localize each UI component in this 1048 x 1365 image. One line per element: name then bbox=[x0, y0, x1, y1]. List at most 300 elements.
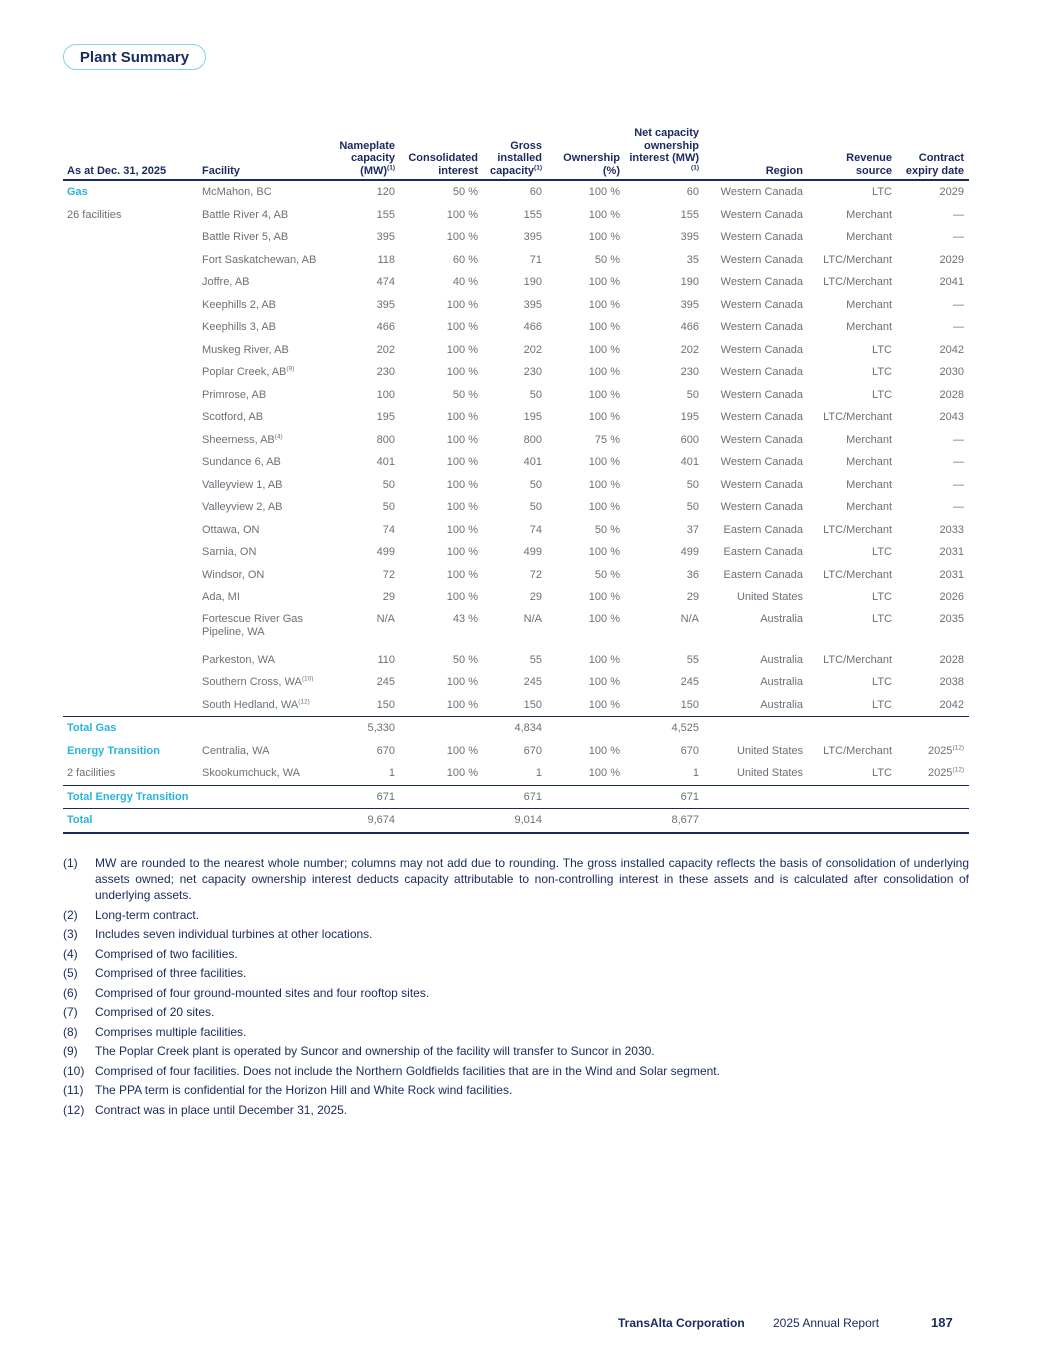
gross-installed-capacity: 60 bbox=[529, 186, 542, 199]
consolidated-interest: 43 % bbox=[452, 612, 478, 625]
empty-cell bbox=[704, 785, 808, 809]
consolidated-interest: 100 % bbox=[446, 321, 478, 334]
empty-cell bbox=[198, 785, 335, 809]
revenue-source: LTC bbox=[872, 366, 892, 379]
header-net: Net capacity ownership interest (MW)$^{(1)}$ bbox=[625, 127, 704, 180]
contract-expiry: — bbox=[953, 208, 964, 221]
footnote-number: (9) bbox=[63, 1044, 78, 1058]
ownership-percent: 100 % bbox=[588, 388, 620, 401]
contract-expiry: 2025$^{(12)}$ bbox=[927, 744, 964, 757]
revenue-source: LTC/Merchant bbox=[823, 253, 892, 266]
consolidated-interest: 100 % bbox=[446, 231, 478, 244]
contract-expiry: — bbox=[953, 456, 964, 469]
table-row bbox=[63, 649, 969, 672]
ownership-percent: 100 % bbox=[588, 744, 620, 757]
ownership-percent: 100 % bbox=[588, 478, 620, 491]
revenue-source: Merchant bbox=[846, 456, 892, 469]
footer-company: TransAlta Corporation bbox=[618, 1316, 745, 1330]
facility-name: Southern Cross, WA$^{(10)}$ bbox=[202, 675, 314, 689]
ownership-percent: 100 % bbox=[588, 546, 620, 559]
footnote-number: (2) bbox=[63, 907, 78, 922]
region: Western Canada bbox=[720, 186, 803, 199]
facility-count: 26 facilities bbox=[67, 208, 122, 221]
region: Australia bbox=[760, 653, 803, 666]
net-capacity: 195 bbox=[680, 411, 699, 424]
table-row bbox=[63, 180, 969, 204]
empty-cell bbox=[63, 271, 198, 294]
nameplate-capacity: 202 bbox=[376, 343, 395, 356]
nameplate-capacity: 50 bbox=[382, 478, 395, 491]
nameplate-capacity: 150 bbox=[376, 698, 395, 711]
empty-cell bbox=[63, 226, 198, 249]
footnote-text: Contract was in place until December 31, 2025. bbox=[95, 1102, 348, 1117]
net-capacity: 29 bbox=[686, 591, 699, 604]
total-gross: 4,834 bbox=[483, 717, 547, 740]
table-body bbox=[63, 180, 969, 833]
table-row bbox=[63, 204, 969, 227]
header-gross: Gross installed capacity$^{(1)}$ bbox=[483, 127, 547, 180]
contract-expiry: 2033 bbox=[939, 523, 964, 536]
empty-cell bbox=[63, 609, 198, 649]
consolidated-interest: 50 % bbox=[452, 388, 478, 401]
footnote-text: Comprised of three facilities. bbox=[95, 966, 247, 980]
ownership-percent: 100 % bbox=[588, 767, 620, 780]
revenue-source: LTC bbox=[872, 612, 892, 625]
table-row bbox=[63, 249, 969, 272]
plant-summary-table bbox=[63, 127, 969, 834]
table-row bbox=[63, 586, 969, 609]
footnote bbox=[63, 1024, 969, 1040]
facility-name: Keephills 3, AB bbox=[202, 321, 276, 334]
nameplate-capacity: 155 bbox=[376, 208, 395, 221]
region: Western Canada bbox=[720, 208, 803, 221]
contract-expiry: 2041 bbox=[939, 276, 964, 289]
contract-expiry: — bbox=[953, 478, 964, 491]
ownership-percent: 100 % bbox=[588, 276, 620, 289]
contract-expiry: 2028 bbox=[939, 388, 964, 401]
region: Australia bbox=[760, 612, 803, 625]
contract-expiry: 2038 bbox=[939, 676, 964, 689]
revenue-source: Merchant bbox=[846, 433, 892, 446]
revenue-source: LTC bbox=[872, 767, 892, 780]
facility-name: Primrose, AB bbox=[202, 388, 267, 401]
revenue-source: LTC bbox=[872, 343, 892, 356]
plant-summary-table-container bbox=[63, 127, 969, 834]
empty-cell bbox=[808, 785, 897, 809]
consolidated-interest: 50 % bbox=[452, 186, 478, 199]
region: Eastern Canada bbox=[723, 546, 803, 559]
empty-cell bbox=[63, 586, 198, 609]
net-capacity: 499 bbox=[680, 546, 699, 559]
empty-cell bbox=[63, 361, 198, 384]
region: Western Canada bbox=[720, 366, 803, 379]
gross-installed-capacity: 499 bbox=[523, 546, 542, 559]
footnote-number: (10) bbox=[63, 1063, 85, 1078]
gross-installed-capacity: 670 bbox=[523, 744, 542, 757]
nameplate-capacity: 395 bbox=[376, 231, 395, 244]
total-nameplate: 5,330 bbox=[335, 717, 400, 740]
empty-cell bbox=[63, 384, 198, 407]
footnote-text: MW are rounded to the nearest whole number; columns may not add due to rounding. The gross installed capacity reflects the basis of consolidation of underlying assets owned; net capacity ownership interest deducts capacity attributable to non-controlling interest in these assets and is calculated after consolidation of underlying assets. bbox=[95, 856, 969, 902]
empty-cell bbox=[198, 717, 335, 740]
facility-name: Keephills 2, AB bbox=[202, 298, 276, 311]
net-capacity: 202 bbox=[680, 343, 699, 356]
nameplate-capacity: 118 bbox=[377, 253, 395, 266]
empty-cell bbox=[198, 809, 335, 833]
table-row bbox=[63, 406, 969, 429]
region: Western Canada bbox=[720, 298, 803, 311]
gross-installed-capacity: 50 bbox=[529, 501, 542, 514]
empty-cell bbox=[400, 717, 483, 740]
facility-name: Valleyview 2, AB bbox=[202, 501, 283, 514]
footnote bbox=[63, 1102, 969, 1118]
contract-expiry: 2028 bbox=[939, 653, 964, 666]
facility-name: Fortescue River Gas Pipeline, WA bbox=[202, 612, 303, 638]
gross-installed-capacity: 395 bbox=[523, 298, 542, 311]
ownership-percent: 100 % bbox=[588, 343, 620, 356]
contract-expiry: 2025$^{(12)}$ bbox=[927, 766, 964, 780]
empty-cell bbox=[897, 785, 969, 809]
total-net: 4,525 bbox=[625, 717, 704, 740]
revenue-source: LTC/Merchant bbox=[823, 653, 892, 666]
footer-report: 2025 Annual Report bbox=[773, 1316, 880, 1330]
empty-cell bbox=[63, 541, 198, 564]
consolidated-interest: 100 % bbox=[446, 501, 478, 514]
nameplate-capacity: 29 bbox=[382, 591, 395, 604]
contract-expiry: — bbox=[953, 433, 964, 446]
empty-cell bbox=[63, 429, 198, 452]
consolidated-interest: 60 % bbox=[452, 253, 478, 266]
empty-cell bbox=[400, 785, 483, 809]
footnote bbox=[63, 1043, 969, 1059]
gross-installed-capacity: 245 bbox=[523, 676, 542, 689]
empty-cell bbox=[63, 316, 198, 339]
empty-cell bbox=[547, 717, 625, 740]
consolidated-interest: 100 % bbox=[446, 744, 478, 757]
empty-cell bbox=[63, 671, 198, 694]
revenue-source: Merchant bbox=[846, 208, 892, 221]
empty-cell bbox=[63, 249, 198, 272]
net-capacity: 190 bbox=[680, 276, 699, 289]
table-row bbox=[63, 339, 969, 362]
revenue-source: LTC bbox=[872, 591, 892, 604]
footnote bbox=[63, 1082, 969, 1098]
gross-installed-capacity: 50 bbox=[529, 478, 542, 491]
total-label: Total bbox=[63, 809, 198, 833]
net-capacity: 36 bbox=[686, 568, 699, 581]
header-revenue: Revenue source bbox=[808, 127, 897, 180]
revenue-source: Merchant bbox=[846, 478, 892, 491]
region: Eastern Canada bbox=[723, 523, 803, 536]
contract-expiry: 2029 bbox=[939, 253, 964, 266]
region: United States bbox=[736, 767, 803, 780]
facility-name: Valleyview 1, AB bbox=[202, 478, 283, 491]
footnote-text: Comprised of four ground-mounted sites and four rooftop sites. bbox=[95, 985, 430, 1000]
footnote bbox=[63, 965, 969, 981]
empty-cell bbox=[547, 785, 625, 809]
consolidated-interest: 100 % bbox=[446, 568, 478, 581]
segment-total-row bbox=[63, 717, 969, 740]
contract-expiry: — bbox=[953, 231, 964, 244]
table-row bbox=[63, 226, 969, 249]
facility-name: Ada, MI bbox=[202, 591, 240, 604]
footnote-number: (3) bbox=[63, 927, 78, 941]
gross-installed-capacity: 74 bbox=[529, 523, 542, 536]
gross-installed-capacity: 72 bbox=[529, 568, 542, 581]
net-capacity: N/A bbox=[680, 612, 699, 625]
region: Western Canada bbox=[720, 433, 803, 446]
table-row bbox=[63, 496, 969, 519]
ownership-percent: 100 % bbox=[588, 612, 620, 625]
facility-name: Sheerness, AB$^{(4)}$ bbox=[202, 433, 283, 446]
region: Western Canada bbox=[720, 388, 803, 401]
footnote bbox=[63, 1004, 969, 1020]
nameplate-capacity: 474 bbox=[376, 276, 395, 289]
footnote-text: Comprised of two facilities. bbox=[95, 946, 238, 961]
consolidated-interest: 100 % bbox=[446, 676, 478, 689]
gross-installed-capacity: 202 bbox=[523, 343, 542, 356]
table-row bbox=[63, 429, 969, 452]
facility-name: Parkeston, WA bbox=[202, 653, 275, 666]
total-gross: 9,014 bbox=[483, 809, 547, 833]
nameplate-capacity: 401 bbox=[376, 456, 395, 469]
consolidated-interest: 100 % bbox=[446, 546, 478, 559]
empty-cell bbox=[63, 519, 198, 542]
facility-name: Scotford, AB bbox=[202, 411, 264, 424]
ownership-percent: 100 % bbox=[588, 411, 620, 424]
net-capacity: 395 bbox=[680, 298, 699, 311]
nameplate-capacity: N/A bbox=[376, 612, 395, 625]
gross-installed-capacity: 55 bbox=[529, 653, 542, 666]
nameplate-capacity: 230 bbox=[376, 366, 395, 379]
contract-expiry: 2031 bbox=[939, 568, 964, 581]
ownership-percent: 50 % bbox=[594, 568, 620, 581]
net-capacity: 1 bbox=[692, 767, 699, 780]
empty-cell bbox=[704, 809, 808, 833]
total-net: 8,677 bbox=[625, 809, 704, 833]
table-header bbox=[63, 127, 969, 180]
ownership-percent: 100 % bbox=[588, 501, 620, 514]
region: Australia bbox=[760, 698, 803, 711]
revenue-source: LTC bbox=[872, 186, 892, 199]
net-capacity: 401 bbox=[680, 456, 699, 469]
table-row bbox=[63, 384, 969, 407]
ownership-percent: 100 % bbox=[588, 366, 620, 379]
table-row bbox=[63, 271, 969, 294]
footnote-number: (12) bbox=[63, 1102, 85, 1117]
consolidated-interest: 100 % bbox=[446, 767, 478, 780]
empty-cell bbox=[808, 809, 897, 833]
nameplate-capacity: 100 bbox=[376, 388, 395, 401]
header-region: Region bbox=[704, 127, 808, 180]
facility-name: McMahon, BC bbox=[202, 186, 272, 199]
net-capacity: 230 bbox=[680, 366, 699, 379]
gross-installed-capacity: 395 bbox=[523, 231, 542, 244]
facility-name: Windsor, ON bbox=[202, 568, 265, 581]
table-row bbox=[63, 361, 969, 384]
gross-installed-capacity: 1 bbox=[535, 767, 542, 780]
region: Western Canada bbox=[720, 276, 803, 289]
empty-cell bbox=[63, 474, 198, 497]
header-ownership: Ownership (%) bbox=[547, 127, 625, 180]
footnote-number: (11) bbox=[63, 1083, 84, 1097]
facility-name: South Hedland, WA$^{(12)}$ bbox=[202, 698, 310, 711]
empty-cell bbox=[897, 717, 969, 740]
empty-cell bbox=[63, 294, 198, 317]
revenue-source: LTC bbox=[872, 698, 892, 711]
empty-cell bbox=[63, 564, 198, 587]
gross-installed-capacity: 401 bbox=[523, 456, 542, 469]
ownership-percent: 100 % bbox=[588, 676, 620, 689]
consolidated-interest: 40 % bbox=[452, 276, 478, 289]
nameplate-capacity: 50 bbox=[382, 501, 395, 514]
footnote bbox=[63, 985, 969, 1001]
table-row bbox=[63, 294, 969, 317]
facility-name: Battle River 5, AB bbox=[202, 231, 289, 244]
consolidated-interest: 100 % bbox=[446, 433, 478, 446]
segment-name: Energy Transition bbox=[67, 744, 160, 757]
footnote bbox=[63, 855, 969, 903]
region: United States bbox=[736, 591, 803, 604]
empty-cell bbox=[400, 809, 483, 833]
footnote-number: (6) bbox=[63, 985, 78, 1000]
net-capacity: 670 bbox=[680, 744, 699, 757]
segment-name: Gas bbox=[67, 186, 88, 199]
total-nameplate: 9,674 bbox=[335, 809, 400, 833]
footnote-text: Comprised of 20 sites. bbox=[95, 1005, 215, 1019]
consolidated-interest: 100 % bbox=[446, 298, 478, 311]
facility-name: Centralia, WA bbox=[202, 744, 270, 757]
net-capacity: 35 bbox=[686, 253, 699, 266]
footnote-number: (8) bbox=[63, 1024, 78, 1039]
total-gross: 671 bbox=[483, 785, 547, 809]
gross-installed-capacity: 466 bbox=[523, 321, 542, 334]
revenue-source: Merchant bbox=[846, 298, 892, 311]
region: United States bbox=[736, 744, 803, 757]
table-row bbox=[63, 541, 969, 564]
table-row bbox=[63, 762, 969, 785]
table-row bbox=[63, 316, 969, 339]
header-nameplate: Nameplate capacity (MW)$^{(1)}$ bbox=[335, 127, 400, 180]
footnote bbox=[63, 926, 969, 942]
nameplate-capacity: 110 bbox=[377, 653, 395, 666]
header-as-at: As at Dec. 31, 2025 bbox=[63, 127, 198, 180]
table-row bbox=[63, 694, 969, 717]
contract-expiry: 2031 bbox=[939, 546, 964, 559]
contract-expiry: 2026 bbox=[939, 591, 964, 604]
net-capacity: 395 bbox=[680, 231, 699, 244]
segment-total-row bbox=[63, 785, 969, 809]
facility-count: 2 facilities bbox=[67, 767, 116, 780]
gross-installed-capacity: 150 bbox=[523, 698, 542, 711]
net-capacity: 245 bbox=[680, 676, 699, 689]
net-capacity: 50 bbox=[686, 388, 699, 401]
consolidated-interest: 100 % bbox=[446, 591, 478, 604]
ownership-percent: 100 % bbox=[588, 698, 620, 711]
nameplate-capacity: 74 bbox=[382, 523, 395, 536]
consolidated-interest: 100 % bbox=[446, 411, 478, 424]
total-label: Total Gas bbox=[63, 717, 198, 740]
revenue-source: LTC bbox=[872, 546, 892, 559]
footnote-text: Comprises multiple facilities. bbox=[95, 1024, 247, 1039]
region: Western Canada bbox=[720, 231, 803, 244]
region: Western Canada bbox=[720, 501, 803, 514]
net-capacity: 600 bbox=[680, 433, 699, 446]
footnote bbox=[63, 907, 969, 923]
empty-cell bbox=[547, 809, 625, 833]
region: Australia bbox=[760, 676, 803, 689]
footnote-number: (7) bbox=[63, 1005, 78, 1019]
revenue-source: Merchant bbox=[846, 231, 892, 244]
header-consolidated: Consolidated interest bbox=[400, 127, 483, 180]
nameplate-capacity: 466 bbox=[376, 321, 395, 334]
revenue-source: LTC/Merchant bbox=[823, 744, 892, 757]
header-facility: Facility bbox=[198, 127, 335, 180]
nameplate-capacity: 670 bbox=[376, 744, 395, 757]
empty-cell bbox=[63, 451, 198, 474]
nameplate-capacity: 499 bbox=[376, 546, 395, 559]
footnote-number: (4) bbox=[63, 946, 78, 961]
table-row bbox=[63, 519, 969, 542]
revenue-source: LTC/Merchant bbox=[823, 411, 892, 424]
net-capacity: 50 bbox=[686, 478, 699, 491]
facility-name: Poplar Creek, AB$^{(9)}$ bbox=[202, 365, 295, 379]
ownership-percent: 100 % bbox=[588, 231, 620, 244]
gross-installed-capacity: 190 bbox=[523, 276, 542, 289]
ownership-percent: 100 % bbox=[588, 186, 620, 199]
facility-name: Joffre, AB bbox=[202, 276, 250, 289]
total-label: Total Energy Transition bbox=[63, 785, 198, 809]
region: Western Canada bbox=[720, 253, 803, 266]
gross-installed-capacity: 195 bbox=[523, 411, 542, 424]
region: Western Canada bbox=[720, 411, 803, 424]
revenue-source: LTC/Merchant bbox=[823, 568, 892, 581]
contract-expiry: — bbox=[953, 501, 964, 514]
ownership-percent: 75 % bbox=[594, 433, 620, 446]
footnote-text: Includes seven individual turbines at other locations. bbox=[95, 927, 373, 941]
consolidated-interest: 50 % bbox=[452, 653, 478, 666]
ownership-percent: 100 % bbox=[588, 653, 620, 666]
footnote bbox=[63, 1063, 969, 1079]
contract-expiry: — bbox=[953, 298, 964, 311]
ownership-percent: 100 % bbox=[588, 321, 620, 334]
contract-expiry: 2043 bbox=[939, 411, 964, 424]
net-capacity: 155 bbox=[680, 208, 699, 221]
empty-cell bbox=[704, 717, 808, 740]
ownership-percent: 100 % bbox=[588, 456, 620, 469]
table-row bbox=[63, 564, 969, 587]
facility-name: Muskeg River, AB bbox=[202, 343, 289, 356]
footnote-text: The PPA term is confidential for the Horizon Hill and White Rock wind facilities. bbox=[95, 1083, 513, 1097]
contract-expiry: — bbox=[953, 321, 964, 334]
total-net: 671 bbox=[625, 785, 704, 809]
table-row bbox=[63, 609, 969, 649]
empty-cell bbox=[897, 809, 969, 833]
region: Western Canada bbox=[720, 321, 803, 334]
region: Western Canada bbox=[720, 343, 803, 356]
gross-installed-capacity: 50 bbox=[529, 388, 542, 401]
net-capacity: 60 bbox=[686, 186, 699, 199]
contract-expiry: 2035 bbox=[939, 612, 964, 625]
total-nameplate: 671 bbox=[335, 785, 400, 809]
footnote-number: (1) bbox=[63, 856, 78, 870]
net-capacity: 50 bbox=[686, 501, 699, 514]
consolidated-interest: 100 % bbox=[446, 478, 478, 491]
footnote-text: Long-term contract. bbox=[95, 907, 200, 922]
empty-cell bbox=[63, 649, 198, 672]
ownership-percent: 100 % bbox=[588, 298, 620, 311]
nameplate-capacity: 245 bbox=[376, 676, 395, 689]
